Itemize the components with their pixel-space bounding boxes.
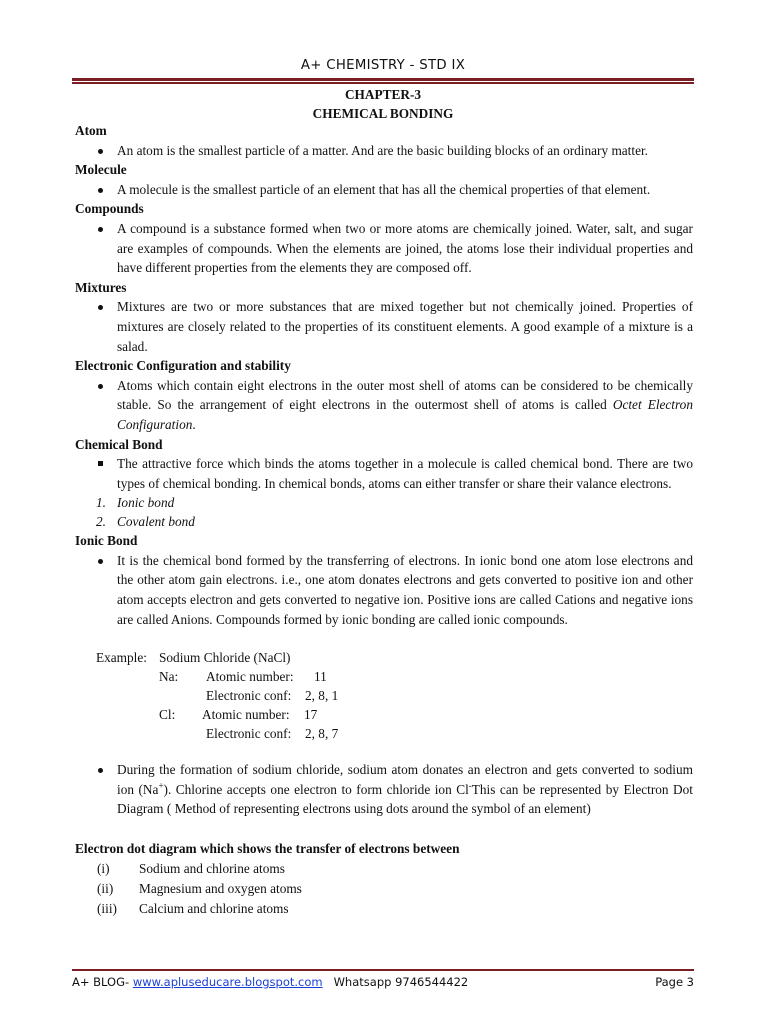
na-conf-value: 2, 8, 1 <box>305 688 339 704</box>
na-conf-label: Electronic conf: <box>206 688 292 704</box>
list-item: (iii) Calcium and chlorine atoms <box>97 900 289 916</box>
example-block <box>75 648 693 746</box>
heading-compounds: Compounds <box>75 201 144 217</box>
header-rule-thin <box>72 82 694 84</box>
footer-rule <box>72 969 694 971</box>
heading-ionic-bond: Ionic Bond <box>75 533 138 549</box>
bullet-compounds <box>75 219 693 278</box>
footer-blog-label: A+ BLOG- <box>72 975 130 989</box>
heading-chemical-bond: Chemical Bond <box>75 436 163 452</box>
chapter-title: CHEMICAL BONDING <box>312 106 454 121</box>
config-text: Atoms which contain eight electrons in the outer most shell of atoms can be considered to be chemically stable. So the arrangement of eight electrons in the outermost shell of atoms is called Octet Electron Configuration. <box>117 377 693 432</box>
bond-type: Covalent bond <box>117 514 195 530</box>
bullet-config <box>75 376 693 435</box>
bullet-icon <box>98 227 103 232</box>
molecule-text: A molecule is the smallest particle of an element that has all the chemical properties of that element. <box>117 181 651 197</box>
bullet-chemical-bond <box>75 454 693 493</box>
heading-mixtures: Mixtures <box>75 279 127 295</box>
heading-dot-diagram: Electron dot diagram which shows the transfer of electrons between <box>75 841 460 857</box>
cl-symbol: Cl: <box>159 707 176 723</box>
page-footer <box>72 975 694 989</box>
bullet-icon <box>98 384 103 389</box>
list-item: 1. Ionic bond <box>96 495 175 511</box>
cl-conf-value: 2, 8, 7 <box>305 726 339 742</box>
example-compound: Sodium Chloride (NaCl) <box>159 650 291 666</box>
formation-text: During the formation of sodium chloride, sodium atom donates an electron and gets converted to sodium ion (Na+). Chlorine accepts one electron to form chloride ion Cl-This can be represented by Electron Dot Diagram ( Method of representing electrons using dots around the symbol of an element) <box>117 762 693 817</box>
atom-text: An atom is the smallest particle of a matter. And are the basic building blocks of an ordinary matter. <box>117 142 648 158</box>
page-number: Page 3 <box>655 975 694 989</box>
footer-whatsapp: Whatsapp 9746544422 <box>333 975 469 989</box>
bullet-molecule <box>75 180 693 200</box>
cl-atomic-value: 17 <box>304 707 318 723</box>
compounds-text: A compound is a substance formed when two or more atoms are chemically joined. Water, salt, and sugar are examples of compounds. When the elements are joined, the atoms lose their individual properties and have different properties from the elements they are composed off. <box>117 220 693 276</box>
octet-term: Octet Electron Configuration <box>117 397 693 432</box>
bullet-icon <box>98 188 103 193</box>
cl-atomic-label: Atomic number: <box>202 707 290 723</box>
na-atomic-label: Atomic number: <box>206 669 294 685</box>
cl-conf-label: Electronic conf: <box>206 726 292 742</box>
blog-link[interactable]: www.apluseducare.blogspot.com <box>132 975 323 989</box>
heading-atom: Atom <box>75 123 107 138</box>
mixtures-text: Mixtures are two or more substances that are mixed together but not chemically joined. Properties of mixtures are closely related to the properties of its constituent elements. A good example of a mixture is a salad. <box>117 299 693 354</box>
bullet-ionic <box>75 551 693 629</box>
list-item: (i) Sodium and chlorine atoms <box>97 860 285 876</box>
bullet-atom <box>75 141 693 161</box>
ionic-text: It is the chemical bond formed by the transferring of electrons. In ionic bond one atom lose electrons and the other atom gain electrons. i.e., one atom donates electrons and gets converted to positive ion and other atom accepts electron and gets converted to negative ion. Positive ions are called Cations and negative ions are called Anions. Compounds formed by ionic bonding are called ionic compounds. <box>117 552 693 627</box>
bullet-icon <box>98 149 103 154</box>
list-item: 2. Covalent bond <box>96 514 195 530</box>
bullet-icon <box>98 768 103 773</box>
page-header: A+ CHEMISTRY - STD IX <box>300 58 466 73</box>
na-symbol: Na: <box>159 669 179 685</box>
chapter-number: CHAPTER-3 <box>344 87 422 102</box>
heading-config: Electronic Configuration and stability <box>75 358 291 374</box>
heading-molecule: Molecule <box>75 162 127 178</box>
bond-text: The attractive force which binds the atoms together in a molecule is called chemical bond. There are two types of chemical bonding. In chemical bonds, atoms can either transfer or share their valance electrons. <box>117 456 693 491</box>
bullet-icon <box>98 559 103 564</box>
bond-type: Ionic bond <box>117 495 175 511</box>
na-atomic-value: 11 <box>314 669 327 685</box>
bullet-mixtures <box>75 297 693 356</box>
document-body <box>75 121 693 919</box>
header-rule <box>72 78 694 81</box>
square-bullet-icon <box>98 461 103 466</box>
bullet-formation <box>75 760 693 819</box>
bullet-icon <box>98 305 103 310</box>
list-item: (ii) Magnesium and oxygen atoms <box>97 880 302 896</box>
example-label: Example: <box>96 650 147 666</box>
chapter-title-block <box>72 85 694 123</box>
